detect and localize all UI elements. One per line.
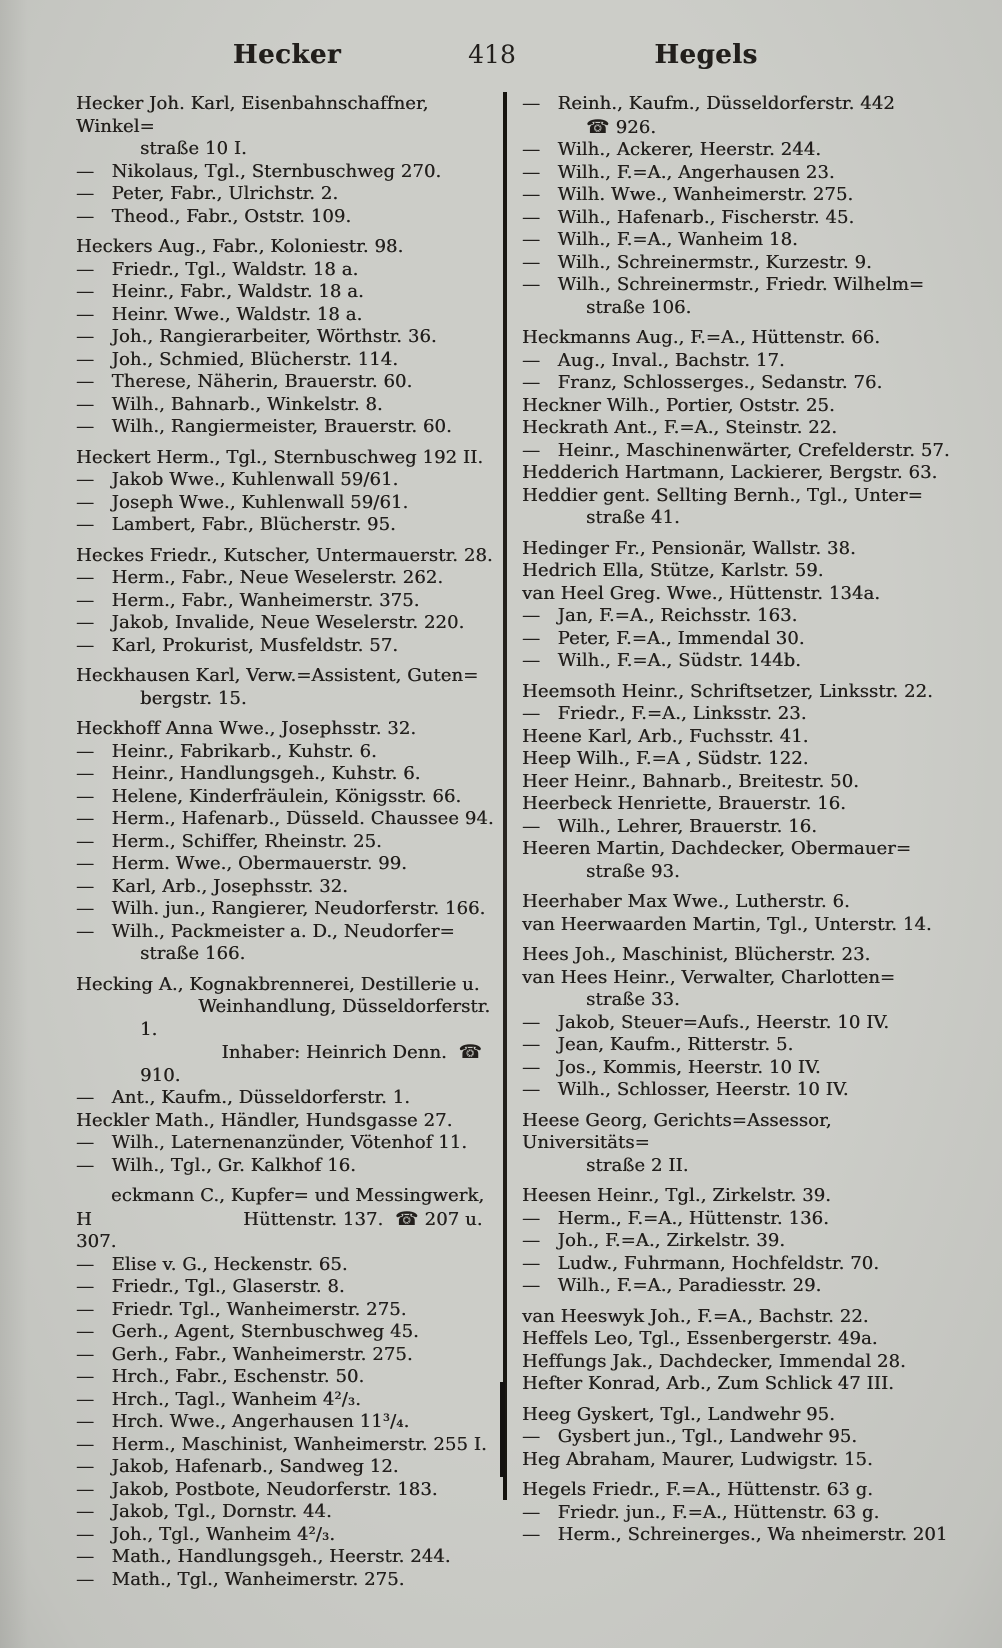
entry-line: — Jakob Wwe., Kuhlenwall 59/61. <box>76 469 399 490</box>
directory-entry <box>522 1479 962 1502</box>
entry-line: Heckhoff Anna Wwe., Josephsstr. 32. <box>76 718 417 739</box>
directory-entry <box>76 545 500 568</box>
entry-line: eckmann C., Kupfer= und Messingwerk, <box>76 1185 485 1206</box>
directory-entry <box>522 605 962 628</box>
directory-entry <box>76 281 500 304</box>
entry-line: — Therese, Näherin, Brauerstr. 60. <box>76 371 413 392</box>
directory-entry <box>76 326 500 349</box>
directory-entry <box>76 1299 500 1322</box>
directory-entry <box>522 1057 962 1080</box>
directory-entry <box>76 1411 500 1434</box>
entry-continuation-line: straße 41. <box>586 507 680 528</box>
directory-entry <box>522 914 962 937</box>
directory-entry <box>76 183 500 206</box>
entry-line: Hegels Friedr., F.=A., Hüttenstr. 63 g. <box>522 1479 874 1500</box>
telephone-icon: ☎ <box>458 1041 483 1063</box>
directory-entry <box>76 1524 500 1547</box>
entry-line: Hedinger Fr., Pensionär, Wallstr. 38. <box>522 537 856 559</box>
entry-line: — Jakob, Hafenarb., Sandweg 12. <box>76 1456 399 1477</box>
directory-entry <box>522 838 962 883</box>
directory-entry <box>522 891 962 914</box>
directory-entry <box>522 771 962 794</box>
entry-line: Hecking A., Kognakbrennerei, Destillerie u. <box>76 973 480 995</box>
entry-line: — Wilh., Ackerer, Heerstr. 244. <box>522 139 822 160</box>
entry-line: — Herm., Schreinerges., Wa nheimerstr. 201 <box>522 1524 948 1545</box>
entry-line: Heeg Gyskert, Tgl., Landwehr 95. <box>522 1403 835 1425</box>
entry-line: Hefter Konrad, Arb., Zum Schlick 47 III. <box>522 1373 895 1394</box>
entry-line: — Ant., Kaufm., Düsseldorferstr. 1. <box>76 1087 411 1108</box>
directory-entry <box>76 236 500 259</box>
directory-entry <box>76 1546 500 1569</box>
entry-line: — Wilh., Schreinermstr., Friedr. Wilhelm= <box>522 274 925 295</box>
entry-line: Hedrich Ella, Stütze, Karlstr. 59. <box>522 560 824 581</box>
entry-continuation-line: Weinhandlung, Düsseldorferstr. 1. <box>140 996 497 1040</box>
directory-entry <box>76 1456 500 1479</box>
directory-entry <box>522 207 962 230</box>
directory-entry <box>522 417 962 440</box>
entry-line: — Math., Handlungsgeh., Heerstr. 244. <box>76 1546 451 1567</box>
directory-column-right <box>522 93 962 1547</box>
directory-entry <box>76 1185 500 1254</box>
entry-line: Heese Georg, Gerichts=Assessor, Universitäts= <box>522 1109 838 1153</box>
entry-line: — Jan, F.=A., Reichsstr. 163. <box>522 605 798 626</box>
entry-line: — Peter, Fabr., Ulrichstr. 2. <box>76 183 339 204</box>
page-number: 418 <box>468 40 516 69</box>
directory-entry <box>522 1426 962 1449</box>
directory-entry <box>76 259 500 282</box>
entry-line: — Aug., Inval., Bachstr. 17. <box>522 349 785 371</box>
entry-line: Heesen Heinr., Tgl., Zirkelstr. 39. <box>522 1185 831 1206</box>
directory-entry <box>76 1479 500 1502</box>
directory-entry <box>522 485 962 530</box>
entry-line: — Herm., Fabr., Neue Weselerstr. 262. <box>76 567 444 588</box>
entry-line: — Herm., Schiffer, Rheinstr. 25. <box>76 830 382 852</box>
directory-entry <box>76 741 500 764</box>
entry-line: — Jos., Kommis, Heerstr. 10 IV. <box>522 1056 821 1078</box>
entry-line: — Karl, Arb., Josephsstr. 32. <box>76 875 349 897</box>
directory-entry <box>76 590 500 613</box>
column-divider <box>503 92 507 1500</box>
entry-line: van Hees Heinr., Verwalter, Charlotten= <box>522 966 896 988</box>
entry-continuation-line: straße 33. <box>586 989 680 1010</box>
directory-entry <box>76 514 500 537</box>
entry-line: — Wilh., Rangiermeister, Brauerstr. 60. <box>76 416 452 437</box>
directory-entry <box>522 184 962 207</box>
entry-line: — Wilh., Schlosser, Heerstr. 10 IV. <box>522 1079 849 1100</box>
entry-line: — Heinr., Fabr., Waldstr. 18 a. <box>76 281 364 302</box>
directory-entry <box>76 469 500 492</box>
directory-entry <box>522 681 962 704</box>
directory-entry <box>522 1110 962 1178</box>
directory-entry <box>522 229 962 252</box>
entry-line: — Joh., Tgl., Wanheim 4²/₃. <box>76 1523 336 1545</box>
entry-line: — Wilh., F.=A., Paradiesstr. 29. <box>522 1275 822 1296</box>
entry-line: Hedderich Hartmann, Lackierer, Bergstr. 63. <box>522 462 938 483</box>
entry-line: — Friedr., Tgl., Glaserstr. 8. <box>76 1276 345 1297</box>
directory-entry <box>76 161 500 184</box>
directory-entry <box>76 1087 500 1110</box>
directory-entry <box>522 1230 962 1253</box>
entry-line: — Joh., Rangierarbeiter, Wörthstr. 36. <box>76 326 437 347</box>
entry-line: Heckert Herm., Tgl., Sternbuschweg 192 II. <box>76 446 484 468</box>
entry-line: — Peter, F.=A., Immendal 30. <box>522 627 805 649</box>
entry-line: Heckrath Ant., F.=A., Steinstr. 22. <box>522 417 838 438</box>
directory-entry <box>76 1254 500 1277</box>
entry-line: Heemsoth Heinr., Schriftsetzer, Linksstr. 22. <box>522 680 933 702</box>
entry-line: — Wilh. Wwe., Wanheimerstr. 275. <box>522 184 854 205</box>
entry-line: — Herm., Fabr., Wanheimerstr. 375. <box>76 589 420 611</box>
directory-entry <box>522 748 962 771</box>
directory-entry <box>76 1366 500 1389</box>
entry-line: van Heel Greg. Wwe., Hüttenstr. 134a. <box>522 582 881 604</box>
entry-line: — Gysbert jun., Tgl., Landwehr 95. <box>522 1426 858 1447</box>
entry-line: — Friedr., Tgl., Waldstr. 18 a. <box>76 258 359 280</box>
directory-entry <box>522 1373 962 1396</box>
directory-entry <box>76 665 500 710</box>
entry-line: Heckner Wilh., Portier, Oststr. 25. <box>522 394 835 416</box>
directory-entry <box>76 763 500 786</box>
entry-line: — Herm. Wwe., Obermauerstr. 99. <box>76 853 408 874</box>
entry-line: Heckmanns Aug., F.=A., Hüttenstr. 66. <box>522 327 881 348</box>
entry-line: — Wilh., Bahnarb., Winkelstr. 8. <box>76 393 383 415</box>
entry-line: — Hrch. Wwe., Angerhausen 11³/₄. <box>76 1411 410 1432</box>
telephone-icon: ☎ <box>394 1207 419 1230</box>
entry-line: — Jakob, Invalide, Neue Weselerstr. 220. <box>76 612 465 633</box>
directory-entry <box>76 371 500 394</box>
entry-line: — Wilh., Schreinermstr., Kurzestr. 9. <box>522 251 872 273</box>
directory-entry <box>522 726 962 749</box>
entry-line: — Heinr., Maschinenwärter, Crefelderstr. 57. <box>522 439 950 461</box>
entry-line: — Friedr. Tgl., Wanheimerstr. 275. <box>76 1298 407 1320</box>
directory-entry <box>522 93 962 139</box>
directory-entry <box>76 718 500 741</box>
directory-entry <box>522 252 962 275</box>
entry-line: — Wilh., F.=A., Südstr. 144b. <box>522 650 801 671</box>
entry-line: van Heeswyk Joh., F.=A., Bachstr. 22. <box>522 1305 869 1327</box>
entry-line: — Wilh., F.=A., Angerhausen 23. <box>522 161 835 183</box>
entry-line: van Heerwaarden Martin, Tgl., Unterstr. 14. <box>522 913 932 935</box>
entry-line: — Joh., F.=A., Zirkelstr. 39. <box>522 1230 786 1251</box>
entry-line: Hecker Joh. Karl, Eisenbahnschaffner, Winkel= <box>76 93 435 137</box>
entry-line: — Franz, Schlosserges., Sedanstr. 76. <box>522 372 883 393</box>
entry-continuation-line: H Hüttenstr. 137. ☎ 207 u. 307. <box>76 1207 489 1252</box>
directory-entry <box>522 350 962 373</box>
entry-continuation-line: straße 10 I. <box>140 138 247 159</box>
entry-line: — Herm., F.=A., Hüttenstr. 136. <box>522 1207 829 1229</box>
entry-line: — Jakob, Steuer=Aufs., Heerstr. 10 IV. <box>522 1011 890 1033</box>
page-header <box>0 40 1002 74</box>
directory-entry <box>76 1344 500 1367</box>
entry-line: Heer Heinr., Bahnarb., Breitestr. 50. <box>522 770 859 792</box>
entry-line: Heddier gent. Sellting Bernh., Tgl., Unter= <box>522 484 923 506</box>
entry-line: Heep Wilh., F.=A , Südstr. 122. <box>522 748 809 769</box>
directory-entry <box>76 786 500 809</box>
directory-entry <box>522 1208 962 1231</box>
entry-continuation-line: straße 106. <box>586 296 692 318</box>
entry-line: Hees Joh., Maschinist, Blücherstr. 23. <box>522 944 871 965</box>
directory-entry <box>522 162 962 185</box>
entry-line: Heffungs Jak., Dachdecker, Immendal 28. <box>522 1350 906 1372</box>
directory-entry <box>522 1253 962 1276</box>
entry-line: — Joh., Schmied, Blücherstr. 114. <box>76 348 399 370</box>
entry-continuation-line: ☎ 926. <box>586 115 657 138</box>
directory-entry <box>522 967 962 1012</box>
entry-line: — Gerh., Agent, Sternbuschweg 45. <box>76 1321 419 1342</box>
directory-entry <box>76 349 500 372</box>
entry-line: — Hrch., Tagl., Wanheim 4²/₃. <box>76 1388 361 1410</box>
directory-column-left <box>76 93 500 1591</box>
directory-entry <box>76 831 500 854</box>
entry-line: — Friedr. jun., F.=A., Hüttenstr. 63 g. <box>522 1501 880 1523</box>
directory-entry <box>76 1434 500 1457</box>
entry-line: — Hrch., Fabr., Eschenstr. 50. <box>76 1366 365 1387</box>
entry-line: — Wilh., Packmeister a. D., Neudorfer= <box>76 920 455 942</box>
entry-line: — Math., Tgl., Wanheimerstr. 275. <box>76 1568 405 1590</box>
entry-line: Heckler Math., Händler, Hundsgasse 27. <box>76 1109 453 1131</box>
directory-entry <box>522 1524 962 1547</box>
entry-continuation-line: straße 93. <box>586 860 680 882</box>
directory-entry <box>76 898 500 921</box>
telephone-icon: ☎ <box>586 115 610 138</box>
entry-line: — Friedr., F.=A., Linksstr. 23. <box>522 703 807 724</box>
entry-line: — Wilh., Hafenarb., Fischerstr. 45. <box>522 206 855 228</box>
entry-continuation-line: straße 2 II. <box>586 1154 689 1176</box>
directory-entry <box>76 1321 500 1344</box>
directory-entry <box>76 416 500 439</box>
directory-entry <box>76 492 500 515</box>
entry-line: — Wilh. jun., Rangierer, Neudorferstr. 166. <box>76 898 486 919</box>
entry-line: — Reinh., Kaufm., Düsseldorferstr. 442 <box>522 93 895 114</box>
entry-line: — Herm., Maschinist, Wanheimerstr. 255 I. <box>76 1433 487 1455</box>
entry-line: — Joseph Wwe., Kuhlenwall 59/61. <box>76 491 409 513</box>
entry-line: Heckhausen Karl, Verw.=Assistent, Guten= <box>76 665 479 686</box>
entry-continuation-line: straße 166. <box>140 943 246 964</box>
directory-entry <box>522 560 962 583</box>
directory-entry <box>76 921 500 966</box>
directory-entry <box>522 650 962 673</box>
directory-entry <box>522 1502 962 1525</box>
entry-line: — Heinr., Fabrikarb., Kuhstr. 6. <box>76 740 377 762</box>
directory-entry <box>76 1501 500 1524</box>
entry-line: — Lambert, Fabr., Blücherstr. 95. <box>76 514 396 535</box>
directory-entry <box>522 703 962 726</box>
entry-line: — Elise v. G., Heckenstr. 65. <box>76 1253 348 1275</box>
directory-entry <box>76 1569 500 1592</box>
directory-entry <box>522 1275 962 1298</box>
entry-line: — Herm., Hafenarb., Düsseld. Chaussee 94. <box>76 808 494 829</box>
entry-line: — Gerh., Fabr., Wanheimerstr. 275. <box>76 1343 413 1365</box>
entry-line: — Helene, Kinderfräulein, Königsstr. 66. <box>76 785 462 807</box>
entry-line: — Theod., Fabr., Oststr. 109. <box>76 205 352 227</box>
entry-line: Heckers Aug., Fabr., Koloniestr. 98. <box>76 236 404 257</box>
entry-line: — Heinr. Wwe., Waldstr. 18 a. <box>76 303 363 325</box>
entry-line: — Nikolaus, Tgl., Sternbuschweg 270. <box>76 160 442 182</box>
directory-entry <box>522 944 962 967</box>
entry-line: — Karl, Prokurist, Musfeldstr. 57. <box>76 634 399 656</box>
directory-entry <box>522 395 962 418</box>
entry-line: — Heinr., Handlungsgeh., Kuhstr. 6. <box>76 763 421 784</box>
directory-entry <box>76 853 500 876</box>
entry-line: — Jakob, Postbote, Neudorferstr. 183. <box>76 1478 438 1500</box>
column-divider-segment <box>500 1382 505 1477</box>
directory-entry <box>76 974 500 1088</box>
directory-entry <box>522 1012 962 1035</box>
directory-entry <box>522 139 962 162</box>
directory-entry <box>522 1185 962 1208</box>
entry-continuation-line: Inhaber: Heinrich Denn. ☎ 910. <box>140 1041 489 1086</box>
directory-entry <box>76 1389 500 1412</box>
directory-entry <box>76 635 500 658</box>
directory-entry <box>76 447 500 470</box>
directory-entry <box>76 808 500 831</box>
entry-continuation-line: bergstr. 15. <box>140 687 247 709</box>
directory-entry <box>76 394 500 417</box>
directory-entry <box>522 1404 962 1427</box>
directory-entry <box>522 1079 962 1102</box>
directory-entry <box>522 1328 962 1351</box>
directory-entry <box>522 628 962 651</box>
entry-line: — Wilh., F.=A., Wanheim 18. <box>522 229 798 250</box>
entry-line: — Wilh., Lehrer, Brauerstr. 16. <box>522 815 818 837</box>
directory-entry <box>522 793 962 816</box>
directory-entry <box>76 1110 500 1133</box>
entry-line: Heeren Martin, Dachdecker, Obermauer= <box>522 838 912 859</box>
entry-line: Heffels Leo, Tgl., Essenbergerstr. 49a. <box>522 1328 878 1349</box>
directory-entry <box>522 816 962 839</box>
entry-line: Heg Abraham, Maurer, Ludwigstr. 15. <box>522 1448 873 1470</box>
header-keyword-left: Hecker <box>232 40 342 70</box>
directory-entry <box>522 1034 962 1057</box>
directory-entry <box>76 1132 500 1155</box>
directory-entry <box>76 304 500 327</box>
directory-entry <box>76 93 500 161</box>
entry-line: Heckes Friedr., Kutscher, Untermauerstr. 28. <box>76 544 493 566</box>
directory-entry <box>76 1155 500 1178</box>
directory-entry <box>76 1276 500 1299</box>
directory-entry <box>522 462 962 485</box>
directory-entry <box>76 612 500 635</box>
entry-line: Heene Karl, Arb., Fuchsstr. 41. <box>522 725 809 747</box>
directory-entry <box>522 583 962 606</box>
directory-entry <box>522 440 962 463</box>
directory-entry <box>76 206 500 229</box>
entry-line: — Wilh., Tgl., Gr. Kalkhof 16. <box>76 1154 357 1176</box>
entry-line: — Ludw., Fuhrmann, Hochfeldstr. 70. <box>522 1252 880 1274</box>
directory-entry <box>522 1351 962 1374</box>
entry-line: — Jakob, Tgl., Dornstr. 44. <box>76 1501 332 1522</box>
directory-entry <box>522 327 962 350</box>
entry-line: — Wilh., Laternenanzünder, Vötenhof 11. <box>76 1132 468 1153</box>
directory-entry <box>522 538 962 561</box>
header-keyword-right: Hegels <box>654 40 758 70</box>
directory-entry <box>76 567 500 590</box>
directory-entry <box>522 1306 962 1329</box>
entry-line: Heerbeck Henriette, Brauerstr. 16. <box>522 793 846 814</box>
directory-entry <box>76 876 500 899</box>
directory-entry <box>522 372 962 395</box>
directory-entry <box>522 1449 962 1472</box>
entry-line: Heerhaber Max Wwe., Lutherstr. 6. <box>522 891 850 912</box>
entry-line: — Jean, Kaufm., Ritterstr. 5. <box>522 1034 794 1055</box>
directory-entry <box>522 274 962 319</box>
